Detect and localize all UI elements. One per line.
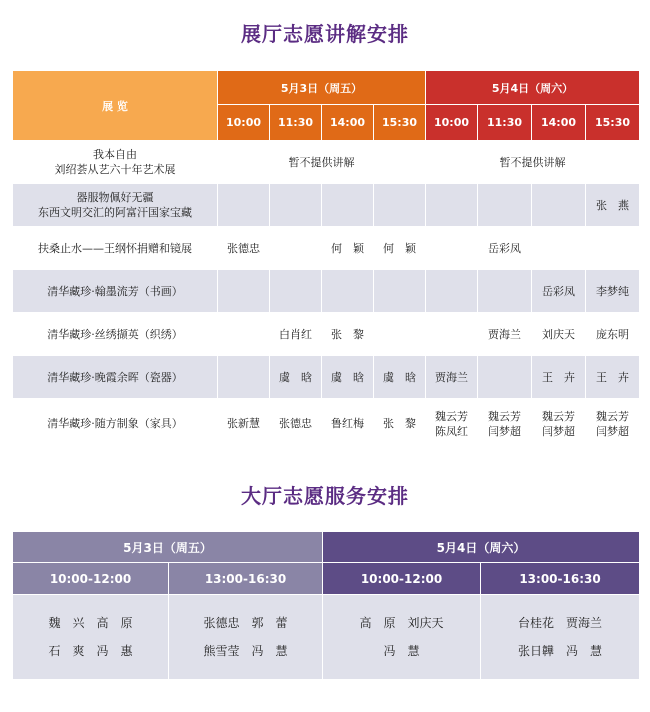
exhibition-schedule-title: 展厅志愿讲解安排 — [241, 22, 409, 46]
volunteer-cell — [322, 313, 374, 356]
volunteer-cell — [478, 356, 532, 399]
time-header: 14:00 — [532, 105, 586, 141]
volunteer-name: 刘庆天 — [542, 327, 575, 341]
volunteer-name: 魏云芳 — [435, 409, 468, 423]
exhibition-name-line: 我本自由 — [93, 148, 137, 161]
exhibition-name-line: 扶桑止水——王纲怀捐赠和镜展 — [38, 241, 192, 255]
volunteer-cell — [426, 270, 478, 313]
table-row — [13, 227, 640, 270]
time-header: 14:00 — [322, 105, 374, 141]
volunteer-name: 庞东明 — [596, 327, 629, 341]
time-slot-header: 10:00-12:00 — [13, 563, 169, 595]
volunteer-name: 张德忠 — [279, 417, 312, 430]
volunteer-cell — [270, 399, 322, 449]
time-header: 15:30 — [374, 105, 426, 141]
time-slot-header: 13:00-16:30 — [169, 563, 323, 595]
table-row — [13, 356, 640, 399]
volunteer-name: 李梦纯 — [596, 284, 629, 298]
volunteer-cell — [586, 399, 640, 449]
volunteer-cell — [270, 313, 322, 356]
volunteer-cell — [322, 270, 374, 313]
time-header: 11:30 — [478, 105, 532, 141]
volunteer-cell — [478, 399, 532, 449]
volunteer-cell — [374, 313, 426, 356]
not-available-note: 暂不提供讲解 — [218, 141, 426, 184]
volunteer-names: 台桂花 贾海兰 — [518, 616, 603, 630]
time-slot-header: 13:00-16:30 — [481, 563, 640, 595]
time-header: 10:00 — [426, 105, 478, 141]
hall-service-table — [12, 531, 640, 680]
volunteer-name: 贾海兰 — [488, 327, 521, 341]
volunteer-names: 张德忠 郭 蕾 — [203, 616, 288, 630]
volunteer-name: 魏云芳 — [542, 409, 575, 423]
volunteer-cell — [478, 184, 532, 227]
volunteer-name: 张 黎 — [383, 417, 416, 430]
volunteer-names: 高 原 刘庆天 — [359, 616, 444, 630]
volunteer-cell — [586, 313, 640, 356]
not-available-note: 暂不提供讲解 — [426, 141, 640, 184]
volunteer-cell — [532, 184, 586, 227]
exhibition-name-line: 东西文明交汇的阿富汗国家宝藏 — [38, 206, 192, 219]
volunteer-cell — [218, 313, 270, 356]
volunteer-cell — [322, 399, 374, 449]
time-header: 11:30 — [270, 105, 322, 141]
volunteer-cell — [532, 399, 586, 449]
volunteer-name: 虞 晗 — [383, 370, 416, 384]
day-header-may3: 5月3日（周五） — [13, 532, 323, 563]
volunteer-names: 张日韡 冯 慧 — [518, 644, 603, 658]
volunteer-name: 魏云芳 — [488, 409, 521, 423]
volunteer-name: 张新慧 — [227, 417, 260, 430]
volunteer-cell — [426, 399, 478, 449]
volunteer-cell — [270, 356, 322, 399]
volunteer-name: 白肖红 — [279, 327, 312, 341]
volunteer-names: 石 爽 冯 惠 — [48, 644, 133, 658]
exhibition-name — [13, 270, 218, 313]
volunteer-cell — [532, 356, 586, 399]
volunteer-cell — [374, 270, 426, 313]
volunteer-name: 张德忠 — [227, 241, 260, 255]
volunteer-cell — [374, 399, 426, 449]
volunteer-cell — [478, 313, 532, 356]
table-row — [13, 399, 640, 449]
volunteer-cell — [218, 399, 270, 449]
volunteer-cell — [218, 356, 270, 399]
volunteer-cell — [532, 227, 586, 270]
volunteer-cell — [323, 595, 481, 680]
day-header-may4: 5月4日（周六） — [323, 532, 640, 563]
volunteer-name: 张 燕 — [596, 198, 629, 212]
volunteer-name: 虞 晗 — [331, 370, 364, 384]
table-row — [13, 313, 640, 356]
volunteer-name: 闫梦超 — [596, 424, 629, 438]
volunteer-name: 闫梦超 — [488, 424, 521, 438]
volunteer-cell — [481, 595, 640, 680]
exhibition-name-line: 清华藏珍·晚霞余晖（瓷器） — [47, 370, 183, 384]
volunteer-name: 张 黎 — [331, 327, 364, 341]
volunteer-cell — [322, 184, 374, 227]
exhibition-name-line: 器服物佩好无疆 — [76, 191, 154, 204]
exhibition-name-line: 刘绍荟从艺六十年艺术展 — [54, 163, 176, 176]
volunteer-cell — [478, 270, 532, 313]
volunteer-cell — [322, 356, 374, 399]
volunteer-cell — [270, 270, 322, 313]
volunteer-cell — [586, 227, 640, 270]
time-header: 15:30 — [586, 105, 640, 141]
volunteer-cell — [374, 356, 426, 399]
volunteer-cell — [374, 227, 426, 270]
exhibition-name-line: 清华藏珍·丝绣撷英（织绣） — [47, 327, 183, 341]
volunteer-cell — [169, 595, 323, 680]
exhibition-column-header: 展 览 — [13, 71, 218, 141]
exhibition-name — [13, 313, 218, 356]
exhibition-name — [13, 141, 218, 184]
volunteer-cell — [270, 184, 322, 227]
volunteer-cell — [586, 270, 640, 313]
exhibition-name — [13, 399, 218, 449]
exhibition-name — [13, 356, 218, 399]
volunteer-names: 冯 慧 — [383, 644, 420, 658]
volunteer-name: 魏云芳 — [596, 409, 629, 423]
volunteer-name: 岳彩凤 — [488, 241, 521, 255]
table-row — [13, 141, 640, 184]
volunteer-cell — [322, 227, 374, 270]
exhibition-name — [13, 227, 218, 270]
volunteer-cell — [426, 313, 478, 356]
exhibition-name-line: 清华藏珍·随方制象（家具） — [47, 417, 183, 430]
day-header-may4: 5月4日（周六） — [426, 71, 640, 105]
volunteer-cell — [218, 227, 270, 270]
time-slot-header: 10:00-12:00 — [323, 563, 481, 595]
volunteer-name: 鲁红梅 — [331, 417, 364, 430]
volunteer-cell — [586, 356, 640, 399]
volunteer-cell — [532, 270, 586, 313]
volunteer-cell — [426, 184, 478, 227]
time-header: 10:00 — [218, 105, 270, 141]
volunteer-cell — [426, 356, 478, 399]
volunteer-cell — [478, 227, 532, 270]
volunteer-cell — [218, 270, 270, 313]
hall-service-title: 大厅志愿服务安排 — [241, 484, 409, 508]
volunteer-name: 王 卉 — [596, 370, 629, 384]
volunteer-name: 闫梦超 — [542, 424, 575, 438]
volunteer-name: 虞 晗 — [279, 370, 312, 384]
volunteer-cell — [13, 595, 169, 680]
exhibition-name — [13, 184, 218, 227]
volunteer-cell — [426, 227, 478, 270]
table-row — [13, 184, 640, 227]
volunteer-cell — [218, 184, 270, 227]
exhibition-name-line: 清华藏珍·翰墨流芳（书画） — [47, 284, 183, 298]
exhibition-guide-table — [12, 70, 640, 449]
volunteer-name: 何 颖 — [331, 241, 364, 255]
volunteer-cell — [532, 313, 586, 356]
volunteer-cell — [270, 227, 322, 270]
volunteer-cell — [586, 184, 640, 227]
volunteer-names: 熊雪莹 冯 慧 — [203, 644, 288, 658]
table-row — [13, 270, 640, 313]
volunteer-name: 贾海兰 — [435, 370, 468, 384]
volunteer-name: 陈凤红 — [435, 424, 468, 438]
volunteer-cell — [374, 184, 426, 227]
volunteer-names: 魏 兴 高 原 — [48, 616, 133, 630]
day-header-may3: 5月3日（周五） — [218, 71, 426, 105]
volunteer-name: 王 卉 — [542, 370, 575, 384]
volunteer-name: 何 颖 — [383, 241, 416, 255]
volunteer-name: 岳彩凤 — [542, 284, 575, 298]
